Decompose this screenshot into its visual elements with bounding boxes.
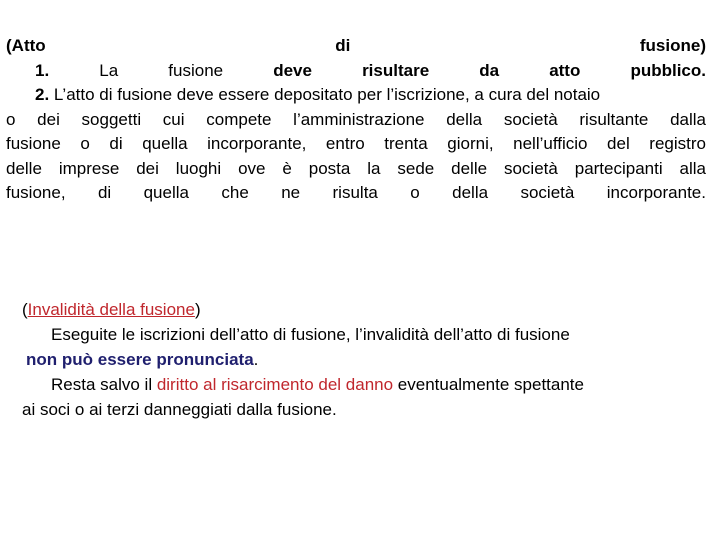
paragraph-number: 1. [35, 60, 50, 80]
word: pubblico. [630, 60, 706, 80]
paragraph-2-line [6, 181, 706, 206]
title-part: (Atto [6, 36, 46, 55]
word: fusione [168, 60, 224, 80]
emphasis-text: diritto al risarcimento del danno [156, 375, 394, 394]
article-title [22, 297, 706, 322]
paragraph-line [22, 372, 706, 397]
title-part: di [335, 36, 351, 55]
paragraph-text: delle imprese dei luoghi ove è posta la sede delle società partecipanti alla [6, 158, 706, 178]
paragraph-text: o dei soggetti cui compete l’amministrazione della società risultante dalla [6, 109, 706, 129]
paragraph-text: Eseguite le iscrizioni dell’atto di fusione, l’invalidità dell’atto di fusione [51, 325, 570, 344]
paragraph-2-line [6, 157, 706, 182]
article-title [6, 34, 706, 59]
paragraph-1 [6, 59, 706, 84]
paragraph-text: ai soci o ai terzi danneggiati dalla fusione. [22, 400, 337, 419]
paragraph-2-first-line [6, 83, 706, 108]
paragraph-text: Resta salvo il [51, 375, 157, 394]
word: La [99, 60, 119, 80]
paragraph-text: fusione, di quella che ne risulta o della società incorporante. [6, 183, 706, 202]
article-fusion-act [6, 34, 706, 206]
paragraph-text: . [253, 350, 259, 369]
paragraph-line [22, 397, 706, 422]
paragraph-line [22, 347, 706, 372]
paragraph-number: 2. [35, 85, 50, 104]
paragraph-line [22, 322, 706, 347]
word: risultare [362, 60, 430, 80]
paragraph-2-line [6, 132, 706, 157]
paragraph-text: fusione o di quella incorporante, entro trenta giorni, nell’ufficio del registro [6, 134, 706, 153]
title-part: fusione) [639, 36, 706, 55]
emphasis-text: non può essere pronunciata [26, 350, 254, 369]
paragraph-text: eventualmente spettante [393, 375, 584, 394]
article-title-text: Invalidità della fusione [27, 300, 195, 319]
word: deve [273, 60, 312, 80]
title-bracket: ( [22, 300, 28, 319]
paragraph-2-line [6, 108, 706, 133]
word: da [479, 60, 500, 80]
title-bracket: ) [194, 300, 201, 319]
word: atto [549, 60, 581, 80]
article-fusion-invalidity [22, 297, 706, 422]
paragraph-text: L’atto di fusione deve essere depositato per l’iscrizione, a cura del notaio [49, 85, 601, 104]
